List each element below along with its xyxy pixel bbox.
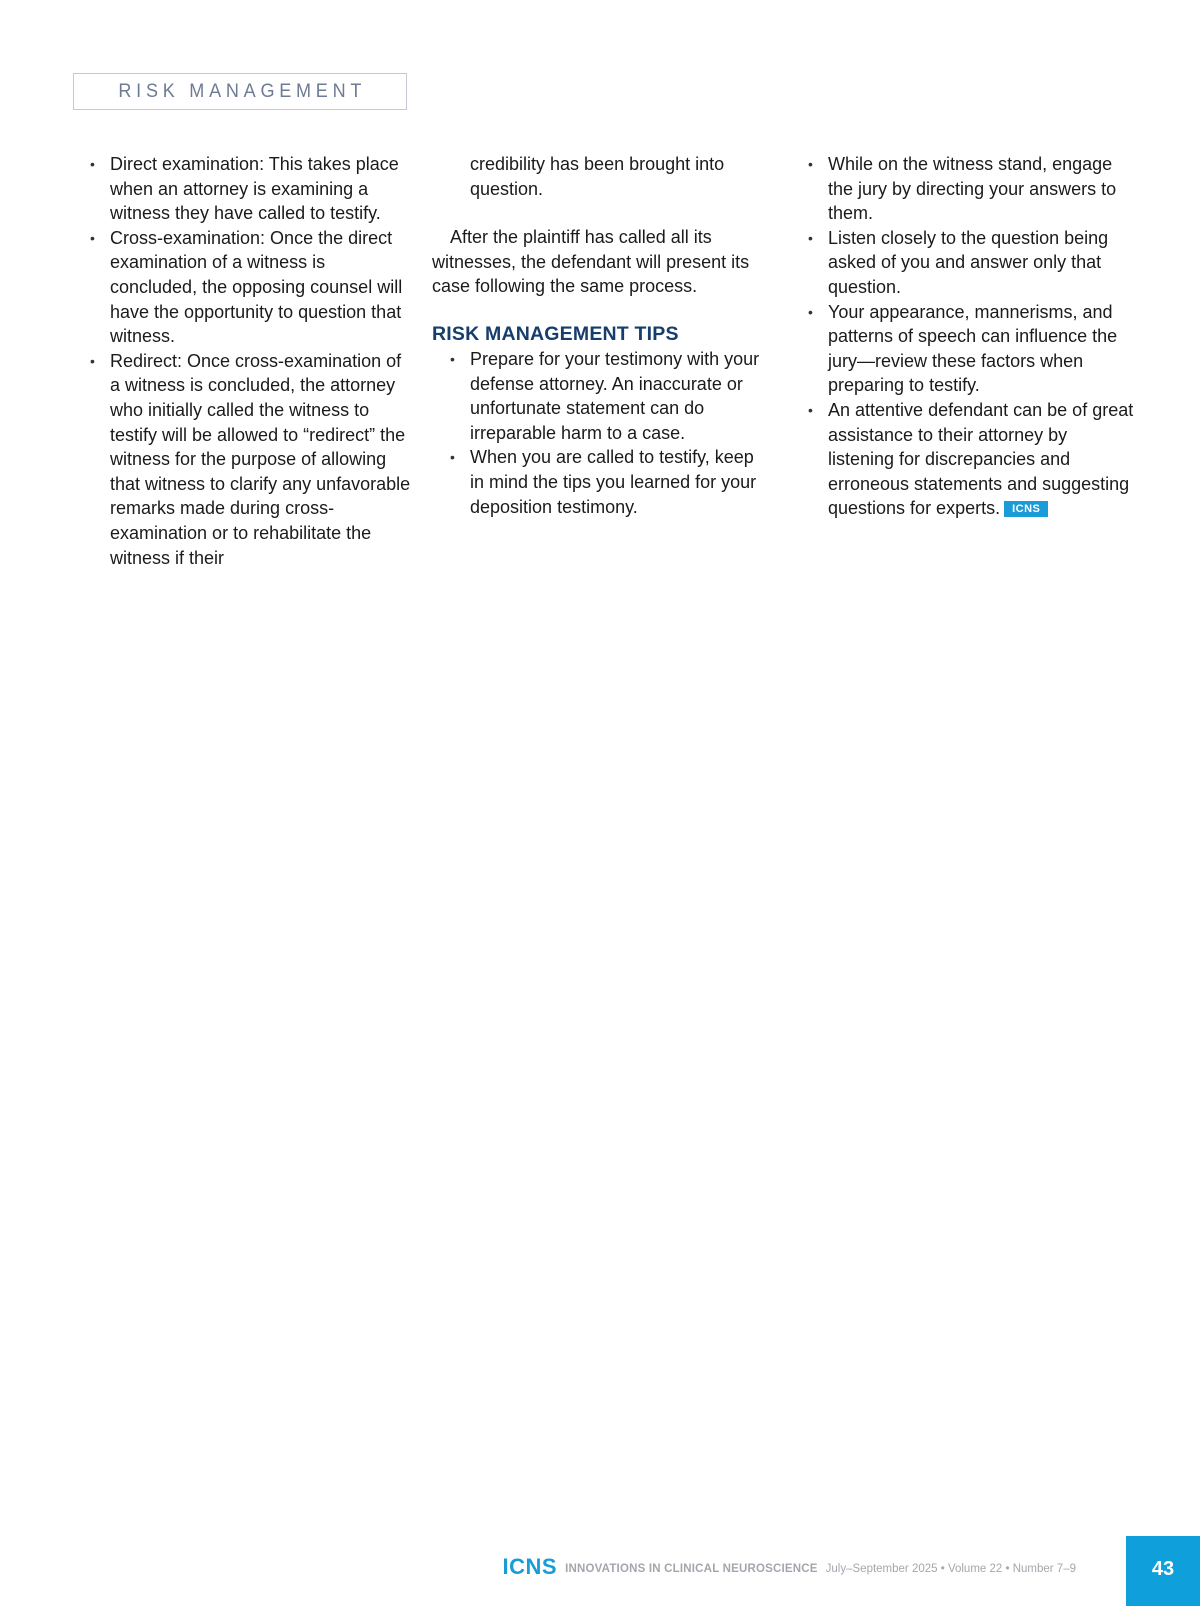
bullet-icon: • — [90, 229, 95, 246]
list-item-text: Cross-examination: Once the direct examination of a witness is concluded, the opposing counsel will have the opportunity to question that witness. — [110, 227, 403, 347]
page-number-box — [1126, 1536, 1200, 1606]
list-item-text: When you are called to testify, keep in mind the tips you learned for your deposition testimony. — [470, 447, 757, 517]
column-3 — [808, 152, 1134, 521]
journal-name: INNOVATIONS IN CLINICAL NEUROSCIENCE — [565, 1562, 818, 1575]
tips-list — [432, 347, 766, 519]
list-item-text: Prepare for your testimony with your defense attorney. An inaccurate or unfortunate statement can do irreparable harm to a case. — [470, 348, 760, 443]
continued-text: credibility has been brought into question. — [470, 154, 725, 199]
page-number: 43 — [1151, 1557, 1175, 1580]
journal-logo: ICNS — [502, 1554, 558, 1579]
body-paragraph: After the plaintiff has called all its witnesses, the defendant will present its case following the same process. — [432, 227, 750, 297]
bullet-list — [90, 152, 416, 570]
list-item — [90, 152, 416, 226]
end-of-article-badge: ICNS — [1004, 501, 1048, 517]
bullet-icon: • — [808, 401, 813, 418]
list-item-text: Listen closely to the question being asked of you and answer only that question. — [828, 227, 1109, 297]
bullet-icon: • — [808, 229, 813, 246]
list-item-text: An attentive defendant can be of great assistance to their attorney by listening for discrepancies and erroneous statements and suggesting questions for experts. — [828, 399, 1134, 519]
bullet-icon: • — [450, 350, 455, 367]
list-item — [90, 226, 416, 349]
bullet-icon: • — [450, 449, 455, 466]
list-item — [450, 445, 766, 519]
footer-content — [500, 1536, 1100, 1598]
list-item-text: Your appearance, mannerisms, and patterns of speech can influence the jury—review these factors when preparing to testify. — [828, 301, 1118, 396]
bullet-icon: • — [808, 303, 813, 320]
bullet-icon: • — [90, 352, 95, 369]
column-1 — [90, 152, 416, 570]
list-item — [808, 152, 1134, 226]
list-item — [808, 226, 1134, 300]
list-item — [90, 349, 416, 570]
tips-list-continued — [808, 152, 1134, 521]
section-header-box — [73, 73, 407, 110]
list-item-text: While on the witness stand, engage the jury by directing your answers to them. — [828, 154, 1117, 224]
bullet-icon: • — [90, 156, 95, 172]
list-item — [808, 398, 1134, 521]
list-item — [450, 347, 766, 445]
section-heading: RISK MANAGEMENT TIPS — [432, 322, 679, 345]
bullet-icon: • — [808, 156, 813, 172]
list-item-text: Redirect: Once cross-examination of a witness is concluded, the attorney who initially called the witness to testify will be allowed to “redirect” the witness for the purpose of allowing that witness to clarify any unfavorable remarks made during cross-examination or to rehabilitate the witness if their — [110, 350, 411, 568]
page-footer — [0, 1536, 1100, 1606]
issue-info: July–September 2025 • Volume 22 • Number 7–9 — [825, 1562, 1076, 1575]
list-item-text: Direct examination: This takes place when an attorney is examining a witness they have called to testify. — [110, 154, 399, 224]
list-item — [808, 300, 1134, 398]
column-2 — [432, 152, 766, 519]
section-label: RISK MANAGEMENT — [118, 80, 367, 102]
